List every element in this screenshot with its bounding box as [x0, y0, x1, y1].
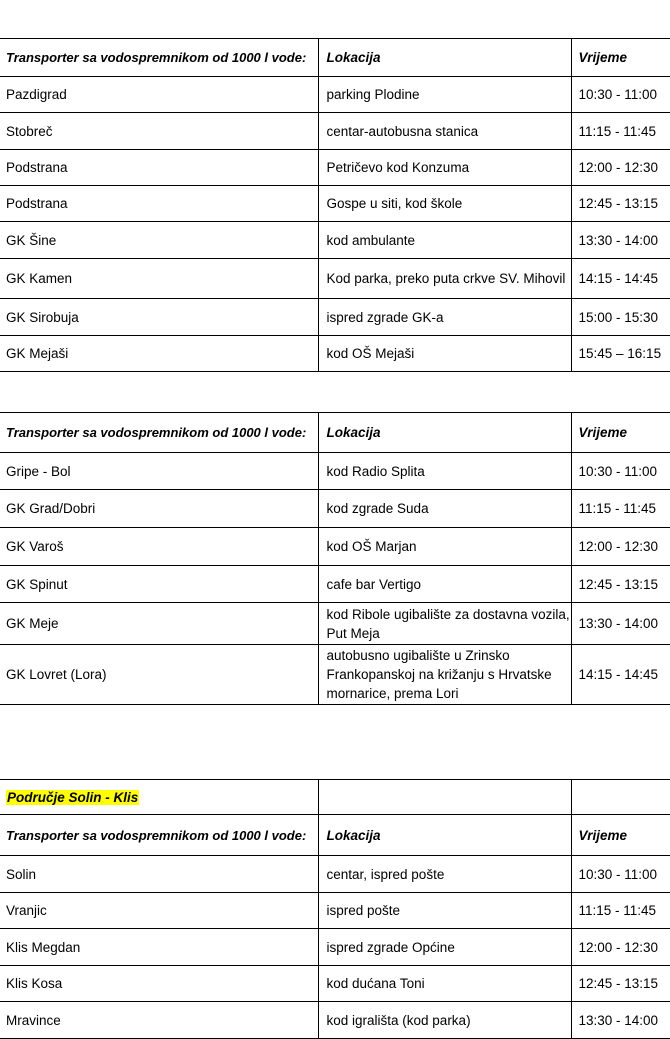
header-time: Vrijeme	[571, 413, 670, 453]
header-transport: Transporter sa vodospremnikom od 1000 l vode:	[0, 39, 318, 77]
table-header-row	[0, 413, 670, 453]
row-time: 15:00 - 15:30	[571, 299, 670, 336]
row-place: GK Šine	[0, 222, 318, 259]
table-row	[0, 966, 670, 1002]
table-row	[0, 259, 670, 299]
row-location: Kod parka, preko puta crkve SV. Mihovil	[318, 259, 571, 299]
row-time: 12:00 - 12:30	[571, 929, 670, 966]
schedule-table-2	[0, 412, 670, 705]
row-place: Mravince	[0, 1002, 318, 1039]
table-row	[0, 336, 670, 372]
row-time: 12:00 - 12:30	[571, 150, 670, 186]
table-row	[0, 603, 670, 645]
row-place: Klis Kosa	[0, 966, 318, 1002]
row-place: Klis Megdan	[0, 929, 318, 966]
table-row	[0, 929, 670, 966]
table-row	[0, 856, 670, 893]
header-time: Vrijeme	[571, 39, 670, 77]
table-row	[0, 113, 670, 150]
row-place: GK Meje	[0, 603, 318, 645]
row-location: kod dućana Toni	[318, 966, 571, 1002]
row-time: 11:15 - 11:45	[571, 893, 670, 929]
table-header-row	[0, 39, 670, 77]
row-place: Podstrana	[0, 150, 318, 186]
row-place: GK Varoš	[0, 528, 318, 566]
row-location: cafe bar Vertigo	[318, 566, 571, 603]
row-time: 12:45 - 13:15	[571, 966, 670, 1002]
row-time: 14:15 - 14:45	[571, 645, 670, 705]
row-time: 15:45 – 16:15	[571, 336, 670, 372]
row-time: 12:00 - 12:30	[571, 528, 670, 566]
row-location: ispred pošte	[318, 893, 571, 929]
row-location: parking Plodine	[318, 77, 571, 113]
table-row	[0, 1002, 670, 1039]
header-time: Vrijeme	[571, 815, 670, 856]
row-place: GK Lovret (Lora)	[0, 645, 318, 705]
row-time: 12:45 - 13:15	[571, 566, 670, 603]
row-place: Stobreč	[0, 113, 318, 150]
row-location: centar, ispred pošte	[318, 856, 571, 893]
region-title: Područje Solin - Klis	[7, 789, 139, 805]
table-row	[0, 645, 670, 705]
table-row	[0, 453, 670, 490]
row-place: Solin	[0, 856, 318, 893]
row-place: GK Spinut	[0, 566, 318, 603]
row-location: kod OŠ Marjan	[318, 528, 571, 566]
row-time: 13:30 - 14:00	[571, 222, 670, 259]
row-time: 12:45 - 13:15	[571, 186, 670, 222]
header-location: Lokacija	[318, 39, 571, 77]
row-location: kod zgrade Suda	[318, 490, 571, 528]
row-location: kod Ribole ugibalište za dostavna vozila, Put Meja	[318, 603, 571, 645]
row-place: GK Kamen	[0, 259, 318, 299]
row-location: kod OŠ Mejaši	[318, 336, 571, 372]
row-time: 11:15 - 11:45	[571, 113, 670, 150]
row-location: kod igrališta (kod parka)	[318, 1002, 571, 1039]
schedule-table-3	[0, 779, 670, 1039]
row-place: Podstrana	[0, 186, 318, 222]
row-location: ispred zgrade GK-a	[318, 299, 571, 336]
row-time: 14:15 - 14:45	[571, 259, 670, 299]
row-place: Gripe - Bol	[0, 453, 318, 490]
row-time: 10:30 - 11:00	[571, 453, 670, 490]
row-place: Pazdigrad	[0, 77, 318, 113]
row-time: 10:30 - 11:00	[571, 856, 670, 893]
row-location: kod ambulante	[318, 222, 571, 259]
row-time: 11:15 - 11:45	[571, 490, 670, 528]
row-time: 13:30 - 14:00	[571, 603, 670, 645]
row-location: centar-autobusna stanica	[318, 113, 571, 150]
row-time: 13:30 - 14:00	[571, 1002, 670, 1039]
row-location: kod Radio Splita	[318, 453, 571, 490]
row-place: GK Sirobuja	[0, 299, 318, 336]
row-location: Petričevo kod Konzuma	[318, 150, 571, 186]
table-row	[0, 186, 670, 222]
row-place: Vranjic	[0, 893, 318, 929]
table-row	[0, 299, 670, 336]
table-row	[0, 77, 670, 113]
header-location: Lokacija	[318, 413, 571, 453]
table-row	[0, 566, 670, 603]
row-place: GK Mejaši	[0, 336, 318, 372]
row-place: GK Grad/Dobri	[0, 490, 318, 528]
table-row	[0, 893, 670, 929]
header-transport: Transporter sa vodospremnikom od 1000 l vode:	[0, 413, 318, 453]
row-location: Gospe u siti, kod škole	[318, 186, 571, 222]
region-title-row	[0, 780, 670, 815]
row-time: 10:30 - 11:00	[571, 77, 670, 113]
table-header-row	[0, 815, 670, 856]
table-row	[0, 490, 670, 528]
schedule-table-1	[0, 38, 670, 372]
header-location: Lokacija	[318, 815, 571, 856]
row-location: ispred zgrade Općine	[318, 929, 571, 966]
table-row	[0, 528, 670, 566]
region-title-cell	[0, 780, 318, 815]
table-row	[0, 222, 670, 259]
row-location: autobusno ugibalište u Zrinsko Frankopanskoj na križanju s Hrvatske mornarice, prema Lori	[318, 645, 571, 705]
header-transport: Transporter sa vodospremnikom od 1000 l vode:	[0, 815, 318, 856]
table-row	[0, 150, 670, 186]
